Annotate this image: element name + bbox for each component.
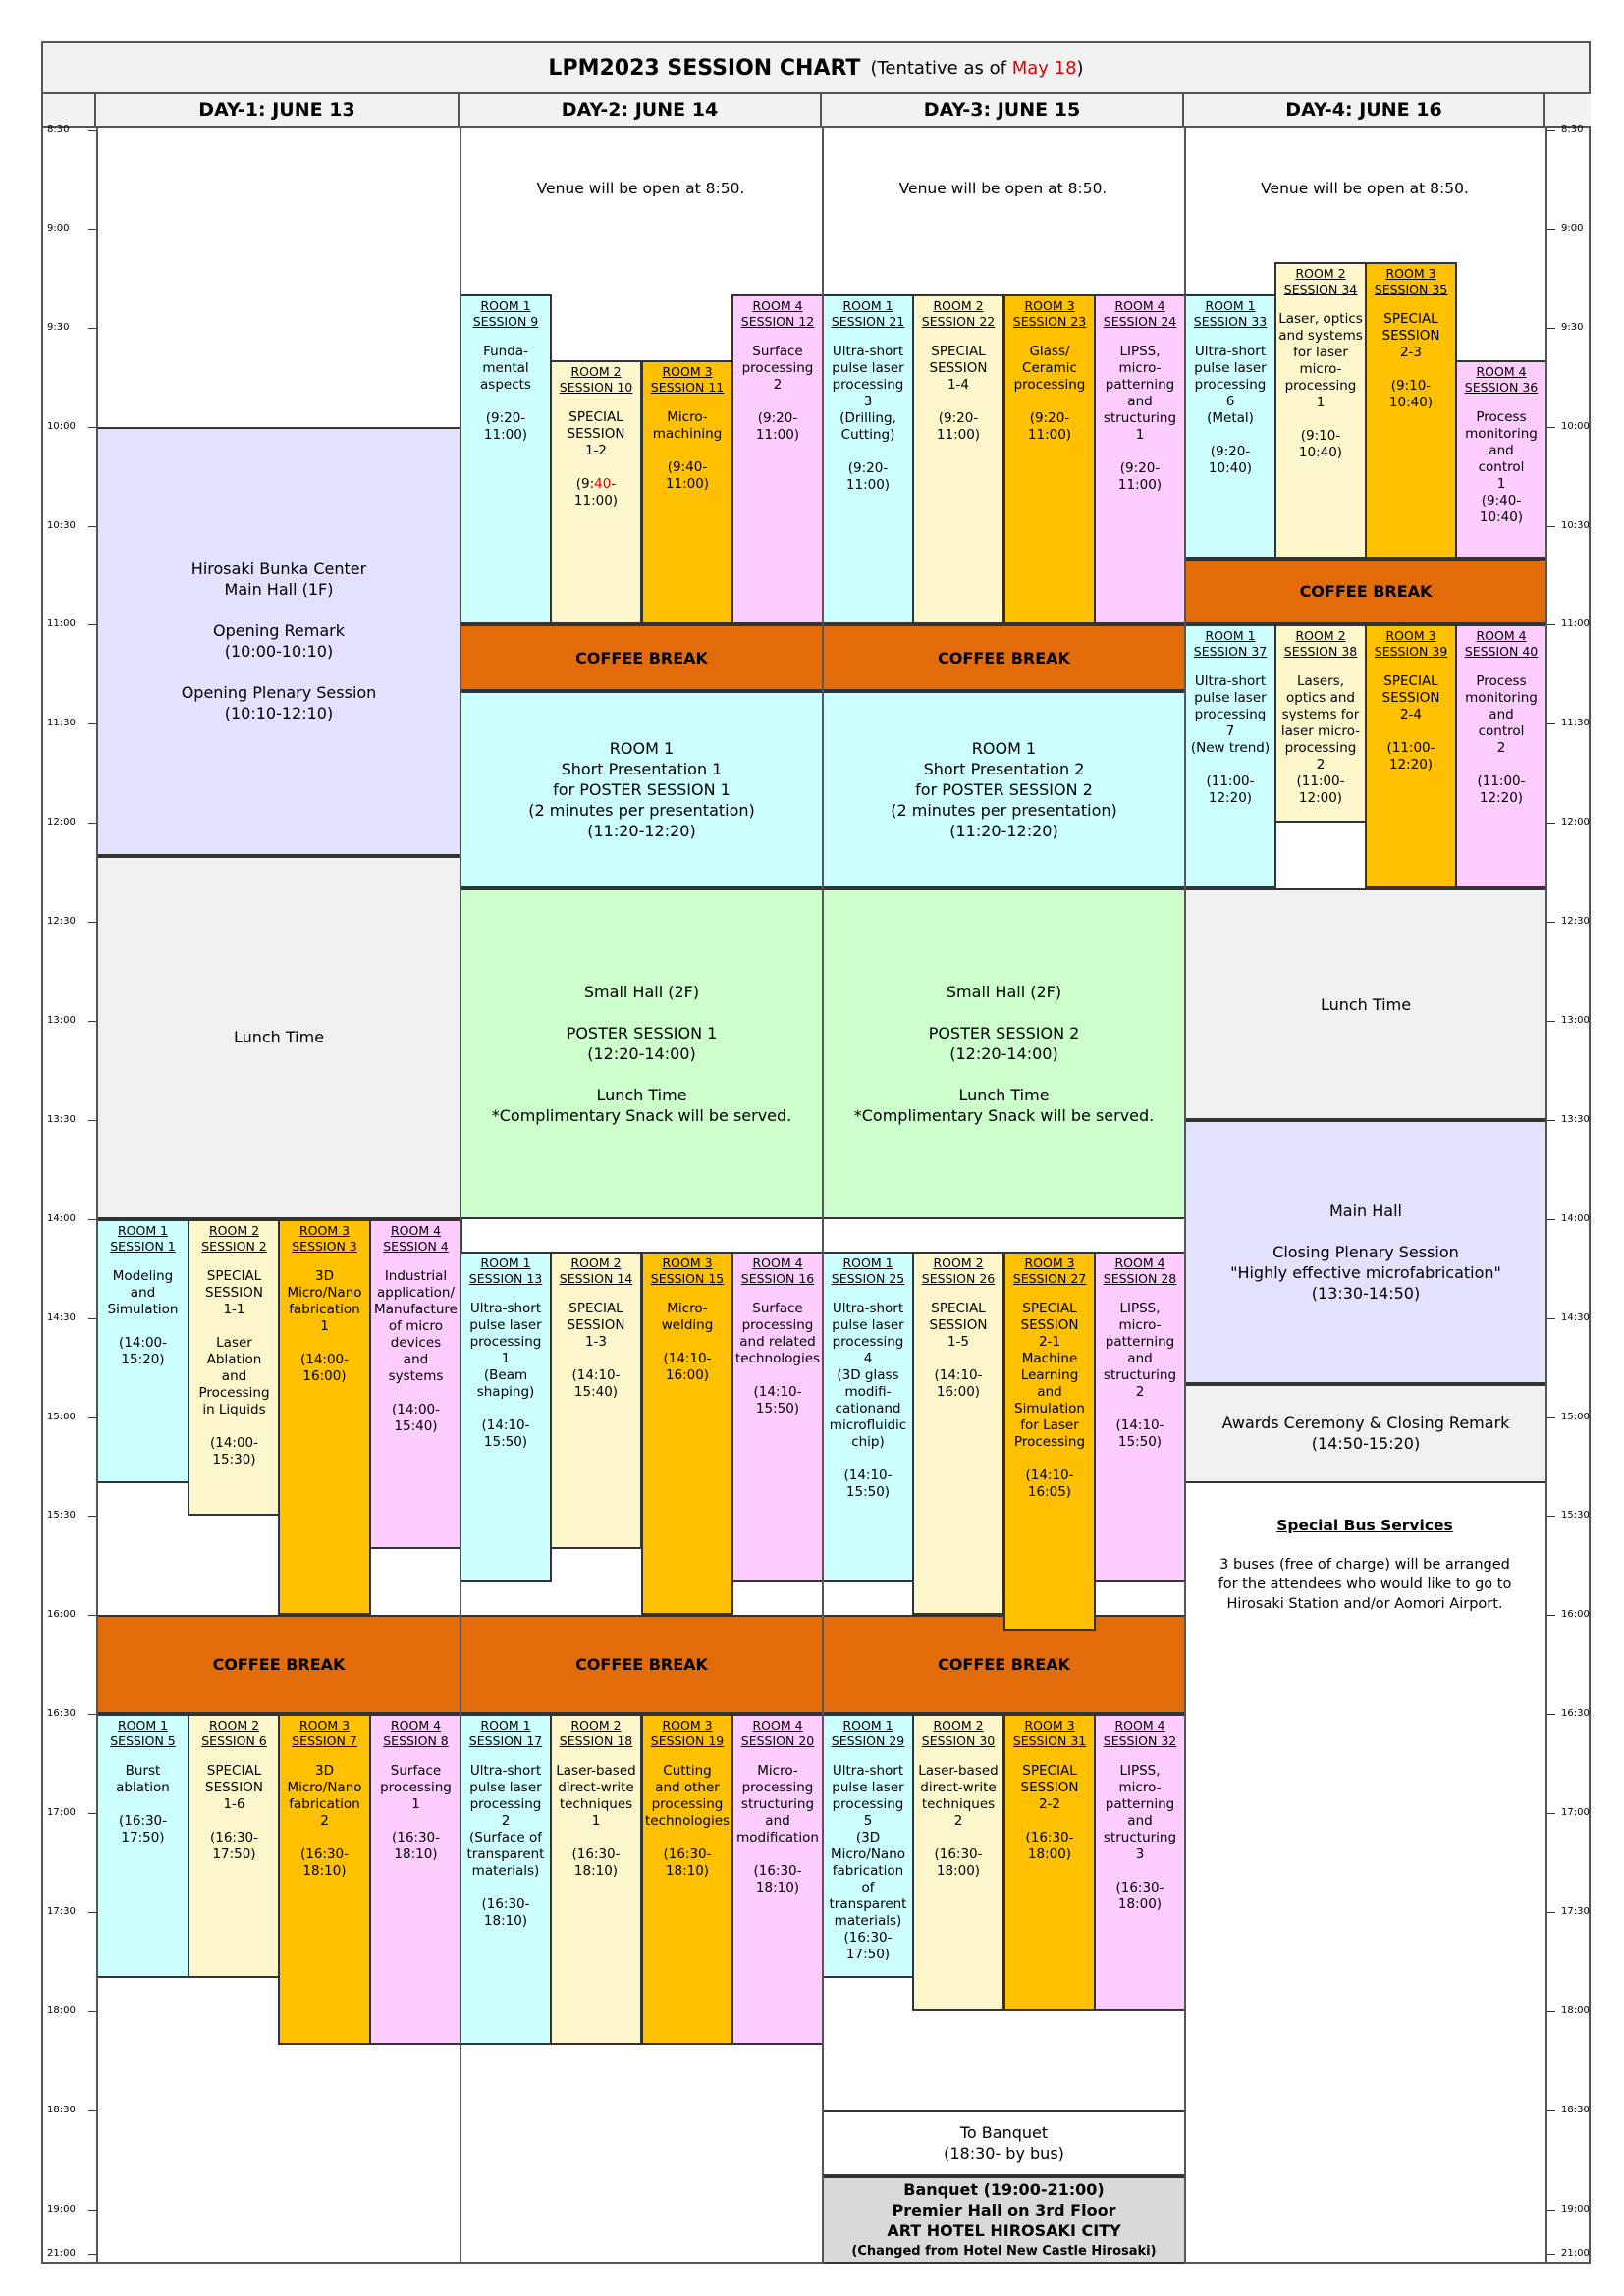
day1-session-4-room-label: ROOM 4 SESSION 4 xyxy=(383,1222,449,1254)
day2-session-9-room-label: ROOM 1 SESSION 9 xyxy=(472,298,539,330)
day4-session-36 xyxy=(1455,360,1547,559)
time-tick-right: 12:00 xyxy=(1561,817,1590,828)
day3-poster-session xyxy=(822,888,1186,1218)
day1-session-5-room-label: ROOM 1 SESSION 5 xyxy=(110,1718,176,1749)
day1-session-7-topic: 3D Micro/Nano fabrication 2 (16:30- 18:10) xyxy=(287,1763,362,1880)
tentative-date: May 18 xyxy=(1011,57,1077,79)
day4-session-33-room-label: ROOM 1 SESSION 33 xyxy=(1193,298,1268,330)
day4-session-37-room-label: ROOM 1 SESSION 37 xyxy=(1193,628,1268,660)
time-tick-right: 16:30 xyxy=(1561,1708,1590,1720)
day2-session-20 xyxy=(731,1714,824,2044)
day3-session-27 xyxy=(1003,1252,1096,1631)
day3-session-28-room-label: ROOM 4 SESSION 28 xyxy=(1103,1255,1177,1287)
day3-session-30-topic: Laser-based direct-write techniques 2 (16:30- 18:00) xyxy=(918,1763,999,1880)
day4-session-35 xyxy=(1365,262,1457,560)
day4-session-36-room-label: ROOM 4 SESSION 36 xyxy=(1464,364,1539,396)
time-tick-right: 19:00 xyxy=(1561,2203,1590,2215)
day1-session-2-topic: SPECIAL SESSION 1-1 Laser Ablation and Processing in Liquids (14:00- 15:30) xyxy=(198,1267,270,1468)
day3-short-presentation-text: ROOM 1 Short Presentation 2 for POSTER SESSION 2 (2 minutes per presentation) (11:20-12:20) xyxy=(891,739,1117,841)
day1-session-6-room-label: ROOM 2 SESSION 6 xyxy=(201,1718,267,1749)
day2-session-18 xyxy=(550,1714,642,2044)
day1-session-2-room-label: ROOM 2 SESSION 2 xyxy=(201,1222,267,1254)
day2-session-11-topic: Micro- machining (9:40- 11:00) xyxy=(652,409,723,493)
day4-session-37 xyxy=(1184,624,1276,888)
day2-session-9-topic: Funda- mental aspects (9:20- 11:00) xyxy=(480,344,531,444)
tentative-suffix: ) xyxy=(1076,57,1084,79)
day1-session-7 xyxy=(278,1714,371,2044)
day2-session-18-room-label: ROOM 2 SESSION 18 xyxy=(559,1718,633,1749)
time-tick-left: 15:00 xyxy=(47,1411,76,1422)
tentative-prefix: (Tentative as of xyxy=(870,57,1012,79)
to-banquet-block xyxy=(822,2110,1186,2176)
session-chart xyxy=(41,41,1591,2264)
day1-session-5-topic: Burst ablation (16:30- 17:50) xyxy=(116,1763,170,1846)
day3-session-21-room-label: ROOM 1 SESSION 21 xyxy=(831,298,905,330)
day1-session-6 xyxy=(188,1714,281,1978)
day4-session-35-topic: SPECIAL SESSION 2-3 (9:10- 10:40) xyxy=(1381,310,1440,410)
day2-short-presentation xyxy=(460,691,824,889)
day-header-3: DAY-3: JUNE 15 xyxy=(822,94,1184,128)
column-divider xyxy=(460,128,461,2264)
coffee-break-day1 xyxy=(96,1615,461,1714)
day2-poster-session xyxy=(460,888,824,1218)
opening-plenary-block xyxy=(96,427,461,856)
day3-session-25 xyxy=(822,1252,914,1581)
time-tick-left: 12:30 xyxy=(47,916,76,928)
time-tick-left: 14:00 xyxy=(47,1212,76,1224)
day1-session-8-topic: Surface processing 1 (16:30- 18:10) xyxy=(380,1763,452,1863)
day2-session-15-topic: Micro- welding (14:10- 16:00) xyxy=(661,1301,714,1384)
day1-session-3-topic: 3D Micro/Nano fabrication 1 (14:00- 16:00) xyxy=(287,1267,362,1384)
time-tick-left: 15:30 xyxy=(47,1510,76,1522)
day2-short-presentation-text: ROOM 1 Short Presentation 1 for POSTER SESSION 1 (2 minutes per presentation) (11:20-12:20) xyxy=(528,739,755,841)
time-tick-right: 13:00 xyxy=(1561,1015,1590,1026)
chart-title-main: LPM2023 SESSION CHART xyxy=(548,55,861,80)
day2-session-12-topic: Surface processing 2 (9:20- 11:00) xyxy=(741,344,814,444)
bus-services-text: 3 buses (free of charge) will be arranged for the attendees who would like to go to Hirosaki Station and/or Aomori Airport. xyxy=(1218,1557,1512,1613)
day3-session-27-room-label: ROOM 3 SESSION 27 xyxy=(1012,1255,1087,1287)
time-tick-left: 13:00 xyxy=(47,1015,76,1026)
day4-session-40-topic: Process monitoring and control 2 (11:00- 12:20) xyxy=(1465,673,1538,807)
day2-session-14 xyxy=(550,1252,642,1549)
time-tick-left: 17:30 xyxy=(47,1906,76,1918)
time-tick-left: 12:00 xyxy=(47,817,76,828)
day4-venue-note: Venue will be open at 8:50. xyxy=(1261,180,1469,198)
time-tick-right: 14:30 xyxy=(1561,1311,1590,1323)
day3-session-31-room-label: ROOM 3 SESSION 31 xyxy=(1012,1718,1087,1749)
lunch-block-day1 xyxy=(96,856,461,1219)
lunch-block-day1-text: Lunch Time xyxy=(233,1028,325,1047)
day2-session-16-topic: Surface processing and related technologies (14:10- 15:50) xyxy=(734,1301,821,1417)
day1-session-3-room-label: ROOM 3 SESSION 3 xyxy=(292,1222,357,1254)
time-tick-left: 18:30 xyxy=(47,2104,76,2115)
time-tick-right: 17:30 xyxy=(1561,1906,1590,1918)
day3-session-22-topic: SPECIAL SESSION 1-4 (9:20- 11:00) xyxy=(929,344,988,444)
day3-session-23-room-label: ROOM 3 SESSION 23 xyxy=(1012,298,1087,330)
day3-session-29-room-label: ROOM 1 SESSION 29 xyxy=(831,1718,905,1749)
column-divider xyxy=(96,128,98,2264)
day1-session-6-topic: SPECIAL SESSION 1-6 (16:30- 17:50) xyxy=(205,1763,263,1863)
day2-coffee-break-am-text: COFFEE BREAK xyxy=(575,648,708,667)
day2-session-19 xyxy=(641,1714,733,2044)
time-tick-right: 18:30 xyxy=(1561,2104,1590,2115)
closing-plenary-block-text: Main Hall Closing Plenary Session "Highly effective microfabrication" (13:30-14:50) xyxy=(1230,1201,1501,1303)
day2-coffee-break-pm xyxy=(460,1615,824,1714)
day2-session-12 xyxy=(731,294,824,624)
day2-session-17-room-label: ROOM 1 SESSION 17 xyxy=(468,1718,543,1749)
day4-coffee-break-text: COFFEE BREAK xyxy=(1299,582,1433,602)
day2-session-19-topic: Cutting and other processing technologies (16:30- 18:10) xyxy=(644,1763,731,1880)
day1-session-4 xyxy=(369,1219,462,1549)
day3-session-29 xyxy=(822,1714,914,1978)
day2-venue-note: Venue will be open at 8:50. xyxy=(536,180,745,198)
day2-session-13 xyxy=(460,1252,552,1581)
time-tick-left: 16:30 xyxy=(47,1708,76,1720)
time-tick-right: 11:00 xyxy=(1561,618,1590,630)
day1-session-7-room-label: ROOM 3 SESSION 7 xyxy=(292,1718,357,1749)
time-tick-right: 8:30 xyxy=(1561,124,1584,134)
banquet-text: Banquet (19:00-21:00) Premier Hall on 3rd Floor ART HOTEL HIROSAKI CITY xyxy=(887,2179,1121,2240)
time-tick-right: 9:00 xyxy=(1561,222,1584,234)
time-tick-left: 8:30 xyxy=(47,124,70,134)
day3-session-22 xyxy=(912,294,1004,624)
day3-session-26-topic: SPECIAL SESSION 1-5 (14:10- 16:00) xyxy=(929,1301,988,1401)
time-tick-left: 9:30 xyxy=(47,321,70,333)
time-tick-left: 11:30 xyxy=(47,718,76,729)
day4-session-40-room-label: ROOM 4 SESSION 40 xyxy=(1464,628,1539,660)
day1-session-8 xyxy=(369,1714,462,2044)
day-header-1: DAY-1: JUNE 13 xyxy=(96,94,460,128)
day3-session-23 xyxy=(1003,294,1096,624)
day4-lunch-block-text: Lunch Time xyxy=(1320,994,1412,1014)
day3-session-21 xyxy=(822,294,914,624)
day2-session-15-room-label: ROOM 3 SESSION 15 xyxy=(650,1255,725,1287)
day3-session-29-topic: Ultra-short pulse laser processing 5 (3D Micro/Nano fabrication of transparent materials) (16:30- 17:50) xyxy=(829,1763,907,1963)
day2-session-10-topic-b: - 11:00) xyxy=(573,476,619,509)
to-banquet-block-text: To Banquet (18:30- by bus) xyxy=(944,2123,1064,2163)
day4-session-34-topic: Laser, optics and systems for laser micro- processing 1 (9:10- 10:40) xyxy=(1278,310,1363,460)
day2-session-10-topic-a: SPECIAL SESSION 1-2 (9: xyxy=(567,409,625,493)
day2-session-15 xyxy=(641,1252,733,1615)
time-tick-left: 13:30 xyxy=(47,1113,76,1125)
day3-session-21-topic: Ultra-short pulse laser processing 3 (Drilling, Cutting) (9:20- 11:00) xyxy=(832,344,904,494)
awards-block-text: Awards Ceremony & Closing Remark (14:50-15:20) xyxy=(1221,1414,1510,1454)
day1-session-1-room-label: ROOM 1 SESSION 1 xyxy=(110,1222,176,1254)
day2-session-13-topic: Ultra-short pulse laser processing 1 (Beam shaping) (14:10- 15:50) xyxy=(469,1301,542,1451)
time-tick-right: 10:30 xyxy=(1561,519,1590,531)
day4-session-39 xyxy=(1365,624,1457,888)
day4-session-33 xyxy=(1184,294,1276,559)
day2-session-16-room-label: ROOM 4 SESSION 16 xyxy=(740,1255,815,1287)
time-tick-right: 10:00 xyxy=(1561,420,1590,432)
day4-coffee-break xyxy=(1184,559,1547,624)
time-tick-right: 13:30 xyxy=(1561,1113,1590,1125)
day3-session-24 xyxy=(1094,294,1186,624)
time-tick-right: 18:00 xyxy=(1561,2004,1590,2016)
day3-session-31-topic: SPECIAL SESSION 2-2 (16:30- 18:00) xyxy=(1020,1763,1079,1863)
day3-session-26 xyxy=(912,1252,1004,1615)
day2-session-9 xyxy=(460,294,552,624)
bus-services-title: Special Bus Services xyxy=(1276,1517,1453,1535)
day3-session-24-room-label: ROOM 4 SESSION 24 xyxy=(1103,298,1177,330)
day-header-4: DAY-4: JUNE 16 xyxy=(1184,94,1545,128)
day3-session-23-topic: Glass/ Ceramic processing (9:20- 11:00) xyxy=(1013,344,1086,444)
time-tick-right: 21:00 xyxy=(1561,2248,1590,2259)
time-tick-left: 21:00 xyxy=(47,2248,76,2259)
time-tick-right: 15:00 xyxy=(1561,1411,1590,1422)
day2-session-14-topic: SPECIAL SESSION 1-3 (14:10- 15:40) xyxy=(567,1301,625,1401)
day3-session-31 xyxy=(1003,1714,1096,2011)
day2-session-11-room-label: ROOM 3 SESSION 11 xyxy=(650,364,725,396)
day2-session-10 xyxy=(550,360,642,624)
day3-session-30-room-label: ROOM 2 SESSION 30 xyxy=(921,1718,996,1749)
day3-session-25-topic: Ultra-short pulse laser processing 4 (3D glass modifi- cationand microfluidic chip) (14:10- 15:50) xyxy=(829,1301,907,1501)
day4-session-39-room-label: ROOM 3 SESSION 39 xyxy=(1374,628,1448,660)
day2-session-16 xyxy=(731,1252,824,1581)
day3-session-32-room-label: ROOM 4 SESSION 32 xyxy=(1103,1718,1177,1749)
opening-plenary-block-text: Hirosaki Bunka Center Main Hall (1F) Opening Remark (10:00-10:10) Opening Plenary Session (10:10-12:10) xyxy=(181,560,377,723)
day1-session-3 xyxy=(278,1219,371,1616)
column-divider xyxy=(822,128,824,2264)
day3-session-26-room-label: ROOM 2 SESSION 26 xyxy=(921,1255,996,1287)
coffee-break-day1-text: COFFEE BREAK xyxy=(212,1655,346,1675)
day3-session-28 xyxy=(1094,1252,1186,1581)
day4-session-38-topic: Lasers, optics and systems for laser micro- processing 2 (11:00- 12:00) xyxy=(1280,673,1361,807)
day4-session-34 xyxy=(1274,262,1367,560)
column-divider xyxy=(1184,128,1186,2264)
day2-session-17-topic: Ultra-short pulse laser processing 2 (Surface of transparent materials) (16:30- 18:10) xyxy=(466,1763,545,1930)
day3-session-28-topic: LIPSS, micro- patterning and structuring 2 (14:10- 15:50) xyxy=(1103,1301,1177,1451)
banquet-block xyxy=(822,2176,1186,2264)
awards-block xyxy=(1184,1384,1547,1483)
day2-session-13-room-label: ROOM 1 SESSION 13 xyxy=(468,1255,543,1287)
time-tick-right: 9:30 xyxy=(1561,321,1584,333)
column-divider xyxy=(1545,128,1547,2264)
day2-session-10-topic xyxy=(552,409,640,509)
day4-session-36-topic: Process monitoring and control 1 (9:40- 10:40) xyxy=(1465,409,1538,526)
day2-session-14-room-label: ROOM 2 SESSION 14 xyxy=(559,1255,633,1287)
time-tick-right: 12:30 xyxy=(1561,916,1590,928)
day4-session-38-room-label: ROOM 2 SESSION 38 xyxy=(1283,628,1358,660)
time-tick-left: 18:00 xyxy=(47,2004,76,2016)
day2-session-12-room-label: ROOM 4 SESSION 12 xyxy=(740,298,815,330)
time-tick-left: 10:30 xyxy=(47,519,76,531)
time-tick-left: 14:30 xyxy=(47,1311,76,1323)
day2-session-19-room-label: ROOM 3 SESSION 19 xyxy=(650,1718,725,1749)
day4-session-39-topic: SPECIAL SESSION 2-4 (11:00- 12:20) xyxy=(1381,673,1440,774)
day4-session-38 xyxy=(1274,624,1367,823)
day-header-2: DAY-2: JUNE 14 xyxy=(460,94,822,128)
day3-session-32-topic: LIPSS, micro- patterning and structuring 3 (16:30- 18:00) xyxy=(1103,1763,1177,1913)
time-tick-right: 15:30 xyxy=(1561,1510,1590,1522)
day2-session-11 xyxy=(641,360,733,624)
time-tick-right: 14:00 xyxy=(1561,1212,1590,1224)
day2-coffee-break-am xyxy=(460,624,824,690)
day4-session-40 xyxy=(1455,624,1547,888)
day2-session-17 xyxy=(460,1714,552,2044)
day1-session-1 xyxy=(96,1219,189,1483)
day3-venue-note: Venue will be open at 8:50. xyxy=(898,180,1108,198)
time-tick-left: 19:00 xyxy=(47,2203,76,2215)
day3-coffee-break-am xyxy=(822,624,1186,690)
day1-session-5 xyxy=(96,1714,189,1978)
day1-session-4-topic: Industrial application/ Manufacture of micro devices and systems (14:00- 15:40) xyxy=(374,1267,458,1434)
day4-lunch-block xyxy=(1184,888,1547,1119)
day1-session-8-room-label: ROOM 4 SESSION 8 xyxy=(383,1718,449,1749)
time-tick-right: 11:30 xyxy=(1561,718,1590,729)
time-tick-left: 10:00 xyxy=(47,420,76,432)
day3-session-32 xyxy=(1094,1714,1186,2011)
day4-session-35-room-label: ROOM 3 SESSION 35 xyxy=(1374,265,1448,296)
day3-session-30 xyxy=(912,1714,1004,2011)
day3-poster-session-text: Small Hall (2F) POSTER SESSION 2 (12:20-14:00) Lunch Time *Complimentary Snack will be served. xyxy=(853,983,1155,1126)
day2-session-20-room-label: ROOM 4 SESSION 20 xyxy=(740,1718,815,1749)
day2-session-10-changed-time: 40 xyxy=(594,476,612,493)
time-tick-left: 11:00 xyxy=(47,618,76,630)
day2-coffee-break-pm-text: COFFEE BREAK xyxy=(575,1655,708,1675)
day3-coffee-break-am-text: COFFEE BREAK xyxy=(938,648,1070,667)
day3-session-25-room-label: ROOM 1 SESSION 25 xyxy=(831,1255,905,1287)
banquet-change-note: (Changed from Hotel New Castle Hirosaki) xyxy=(851,2243,1157,2259)
day3-session-24-topic: LIPSS, micro- patterning and structuring 1 (9:20- 11:00) xyxy=(1103,344,1177,494)
day3-short-presentation xyxy=(822,691,1186,889)
day4-session-33-topic: Ultra-short pulse laser processing 6 (Metal) (9:20- 10:40) xyxy=(1194,344,1267,477)
day2-session-10-room-label: ROOM 2 SESSION 10 xyxy=(559,364,633,396)
day3-session-27-topic: SPECIAL SESSION 2-1 Machine Learning and Simulation for Laser Processing (14:10- 16:05) xyxy=(1013,1301,1086,1501)
day4-session-37-topic: Ultra-short pulse laser processing 7 (New trend) (11:00- 12:20) xyxy=(1190,673,1271,807)
day2-session-20-topic: Micro- processing structuring and modification (16:30- 18:10) xyxy=(736,1763,819,1896)
day1-session-1-topic: Modeling and Simulation (14:00- 15:20) xyxy=(107,1267,179,1367)
time-tick-left: 16:00 xyxy=(47,1609,76,1621)
time-tick-right: 17:00 xyxy=(1561,1807,1590,1819)
day1-session-2 xyxy=(188,1219,281,1517)
schedule-grid xyxy=(43,43,1589,2262)
day3-coffee-break-pm-text: COFFEE BREAK xyxy=(938,1655,1070,1675)
day3-session-22-room-label: ROOM 2 SESSION 22 xyxy=(921,298,996,330)
day2-session-18-topic: Laser-based direct-write techniques 1 (16:30- 18:10) xyxy=(556,1763,636,1880)
closing-plenary-block xyxy=(1184,1120,1547,1384)
time-tick-left: 9:00 xyxy=(47,222,70,234)
day4-session-34-room-label: ROOM 2 SESSION 34 xyxy=(1283,265,1358,296)
time-tick-left: 17:00 xyxy=(47,1807,76,1819)
time-tick-right: 16:00 xyxy=(1561,1609,1590,1621)
day2-poster-session-text: Small Hall (2F) POSTER SESSION 1 (12:20-14:00) Lunch Time *Complimentary Snack will be served. xyxy=(491,983,792,1126)
